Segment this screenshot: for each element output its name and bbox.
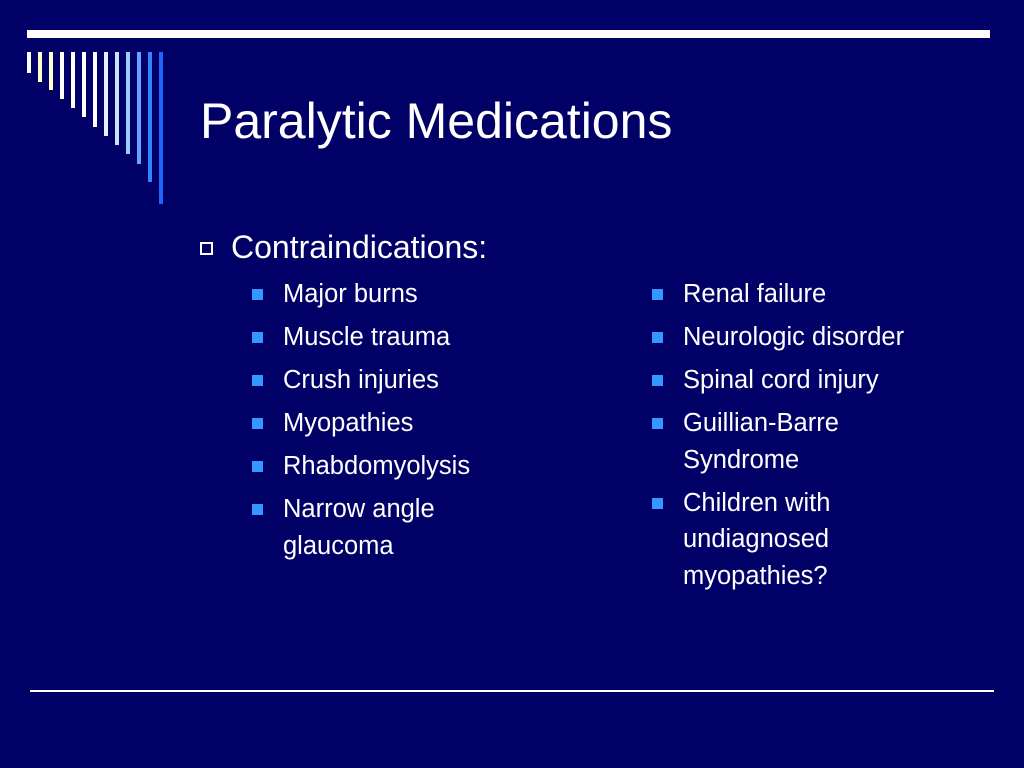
stripe <box>49 52 53 90</box>
square-bullet-icon <box>252 375 263 386</box>
list-item <box>652 485 893 595</box>
stripe <box>93 52 97 127</box>
stripe <box>115 52 119 145</box>
list-item-text: Crush injuries <box>283 366 439 394</box>
list-item <box>652 319 982 356</box>
stripe <box>159 52 163 204</box>
stripe <box>148 52 152 182</box>
bottom-rule <box>30 690 994 692</box>
list-item <box>252 491 483 564</box>
right-bullet-list <box>652 276 982 601</box>
top-rule <box>27 30 990 38</box>
square-bullet-icon <box>252 289 263 300</box>
stripe <box>104 52 108 136</box>
slide-title: Paralytic Medications <box>200 93 673 149</box>
square-bullet-icon <box>652 418 663 429</box>
contraindications-label: Contraindications: <box>231 229 488 265</box>
square-bullet-icon <box>652 498 663 509</box>
list-item-text: Children with undiagnosed myopathies? <box>683 488 831 590</box>
stripe <box>60 52 64 99</box>
list-item-text: Spinal cord injury <box>683 366 879 394</box>
list-item <box>652 362 982 399</box>
square-bullet-icon <box>652 289 663 300</box>
list-item <box>652 276 982 313</box>
list-item-text: Rhabdomyolysis <box>283 452 471 480</box>
list-item <box>252 448 552 485</box>
stripe <box>82 52 86 117</box>
list-item <box>252 319 552 356</box>
stripe <box>38 52 42 82</box>
list-item <box>252 276 552 313</box>
left-bullet-list <box>252 276 552 571</box>
square-bullet-icon <box>252 504 263 515</box>
list-item <box>252 405 552 442</box>
hollow-square-bullet-icon <box>200 242 213 255</box>
stripe <box>126 52 130 154</box>
stripe <box>27 52 31 73</box>
list-item <box>252 362 552 399</box>
list-item-text: Neurologic disorder <box>683 323 905 351</box>
square-bullet-icon <box>652 375 663 386</box>
stripe <box>137 52 141 164</box>
stripe <box>71 52 75 108</box>
list-item-text: Myopathies <box>283 409 414 437</box>
list-item <box>652 405 873 478</box>
list-item-text: Narrow angle glaucoma <box>283 495 435 560</box>
square-bullet-icon <box>652 332 663 343</box>
contraindications-heading <box>200 228 487 266</box>
list-item-text: Renal failure <box>683 280 827 308</box>
square-bullet-icon <box>252 461 263 472</box>
list-item-text: Muscle trauma <box>283 323 451 351</box>
list-item-text: Major burns <box>283 280 418 308</box>
square-bullet-icon <box>252 332 263 343</box>
list-item-text: Guillian-Barre Syndrome <box>683 409 839 474</box>
square-bullet-icon <box>252 418 263 429</box>
